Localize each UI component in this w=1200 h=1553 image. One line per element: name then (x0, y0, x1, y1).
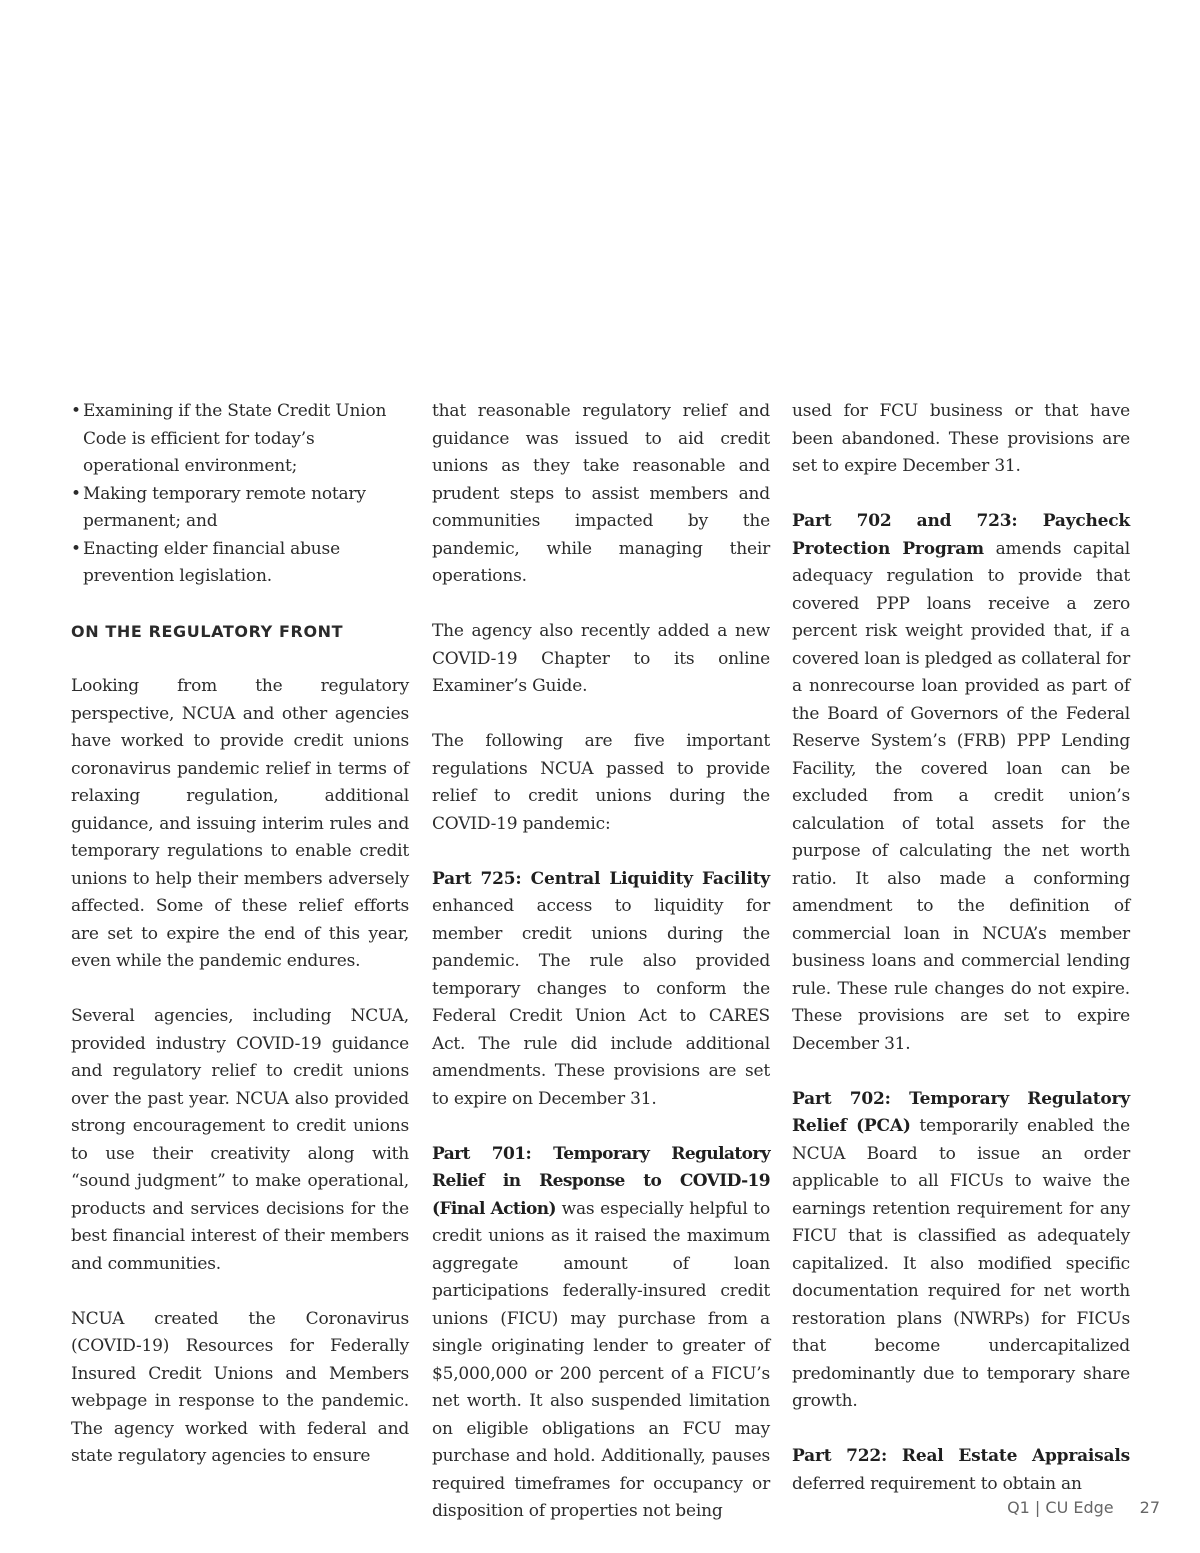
column-2 (432, 398, 770, 1526)
regulation-title: Part 725: Central Liquidity Facility (432, 868, 770, 889)
paragraph: Several agencies, including NCUA, provided industry COVID-19 guidance and regulatory relief to credit unions over the past year. NCUA also provided strong encouragement to credit unions to use their creativity along with “sound judgment” to make operational, products and services decisions for the best financial interest of their members and communities. (71, 1006, 409, 1274)
regulation-paragraph (432, 1141, 770, 1526)
bullet-item: • Examining if the State Credit Union Code is efficient for today’s operational environment; (71, 398, 409, 481)
regulation-text: temporarily enabled the NCUA Board to issue an order applicable to all FICUs to waive the earnings retention requirement for any FICU that is classified as adequately capitalized. It also modified specific documentation required for net worth restoration plans (NWRPs) for FICUs that become undercapitalized predominantly due to temporary share growth. (792, 1116, 1130, 1411)
column-1 (71, 398, 409, 1471)
bullet-item: • Making temporary remote notary permanent; and (71, 481, 409, 536)
paragraph: that reasonable regulatory relief and guidance was issued to aid credit unions as they take reasonable and prudent steps to assist members and communities impacted by the pandemic, while managing their operations. (432, 401, 770, 586)
page-number: 27 (1139, 1498, 1160, 1517)
regulation-title: Part 722: Real Estate Appraisals (792, 1446, 1130, 1466)
paragraph: The agency also recently added a new COVID-19 Chapter to its online Examiner’s Guide. (432, 621, 770, 696)
regulation-text: deferred requirement to obtain an (792, 1473, 1082, 1494)
regulation-paragraph (792, 508, 1130, 1058)
page-footer (1007, 1498, 1160, 1517)
regulation-paragraph (432, 866, 770, 1114)
regulation-title: Part 701: Temporary Regulatory Relief in Response to COVID-19 (Final Action) (432, 1143, 770, 1219)
column-3 (792, 398, 1130, 1498)
section-heading: ON THE REGULATORY FRONT (71, 622, 344, 641)
regulation-text: amends capital adequacy regulation to provide that covered PPP loans receive a zero percent risk weight provided that, if a covered loan is pledged as collateral for a nonrecourse loan provided as part of the Board of Governors of the Federal Reserve System’s (FRB) PPP Lending Facility, the covered loan can be excluded from a credit union’s calculation of total assets for the purpose of calculating the net worth ratio. It also made a conforming amendment to the definition of commercial loan in NCUA’s member business loans and commercial lending rule. These rule changes do not expire. These provisions are set to expire December 31. (792, 538, 1131, 1054)
regulation-paragraph (792, 1443, 1130, 1498)
regulation-title: Part 702: Temporary Regulatory Relief (PCA) (792, 1088, 1130, 1136)
publication-label: Q1 | CU Edge (1007, 1498, 1114, 1517)
regulation-paragraph (792, 1086, 1130, 1416)
bullet-list (71, 398, 409, 591)
paragraph: used for FCU business or that have been abandoned. These provisions are set to expire December 31. (792, 401, 1130, 476)
bullet-item: • Enacting elder financial abuse prevention legislation. (71, 536, 409, 591)
paragraph: Looking from the regulatory perspective, NCUA and other agencies have worked to provide credit unions coronavirus pandemic relief in terms of relaxing regulation, additional guidance, and issuing interim rules and temporary regulations to enable credit unions to help their members adversely affected. Some of these relief efforts are set to expire the end of this year, even while the pandemic endures. (71, 676, 409, 971)
regulation-text: was especially helpful to credit unions as it raised the maximum aggregate amount of loan participations federally-insured credit unions (FICU) may purchase from a single originating lender to greater of $5,000,000 or 200 percent of a FICU’s net worth. It also suspended limitation on eligible obligations an FCU may purchase and hold. Additionally, pauses required timeframes for occupancy or disposition of properties not being (432, 1198, 770, 1521)
regulation-text: enhanced access to liquidity for member credit unions during the pandemic. The rule also provided temporary changes to conform the Federal Credit Union Act to CARES Act. The rule did include additional amendments. These provisions are set to expire on December 31. (432, 896, 770, 1109)
paragraph: NCUA created the Coronavirus (COVID-19) Resources for Federally Insured Credit Unions and Members webpage in response to the pandemic. The agency worked with federal and state regulatory agencies to ensure (71, 1308, 409, 1466)
paragraph: The following are five important regulations NCUA passed to provide relief to credit unions during the COVID-19 pandemic: (432, 731, 770, 834)
regulation-title: Part 702 and 723: Paycheck Protection Program (792, 511, 1130, 559)
